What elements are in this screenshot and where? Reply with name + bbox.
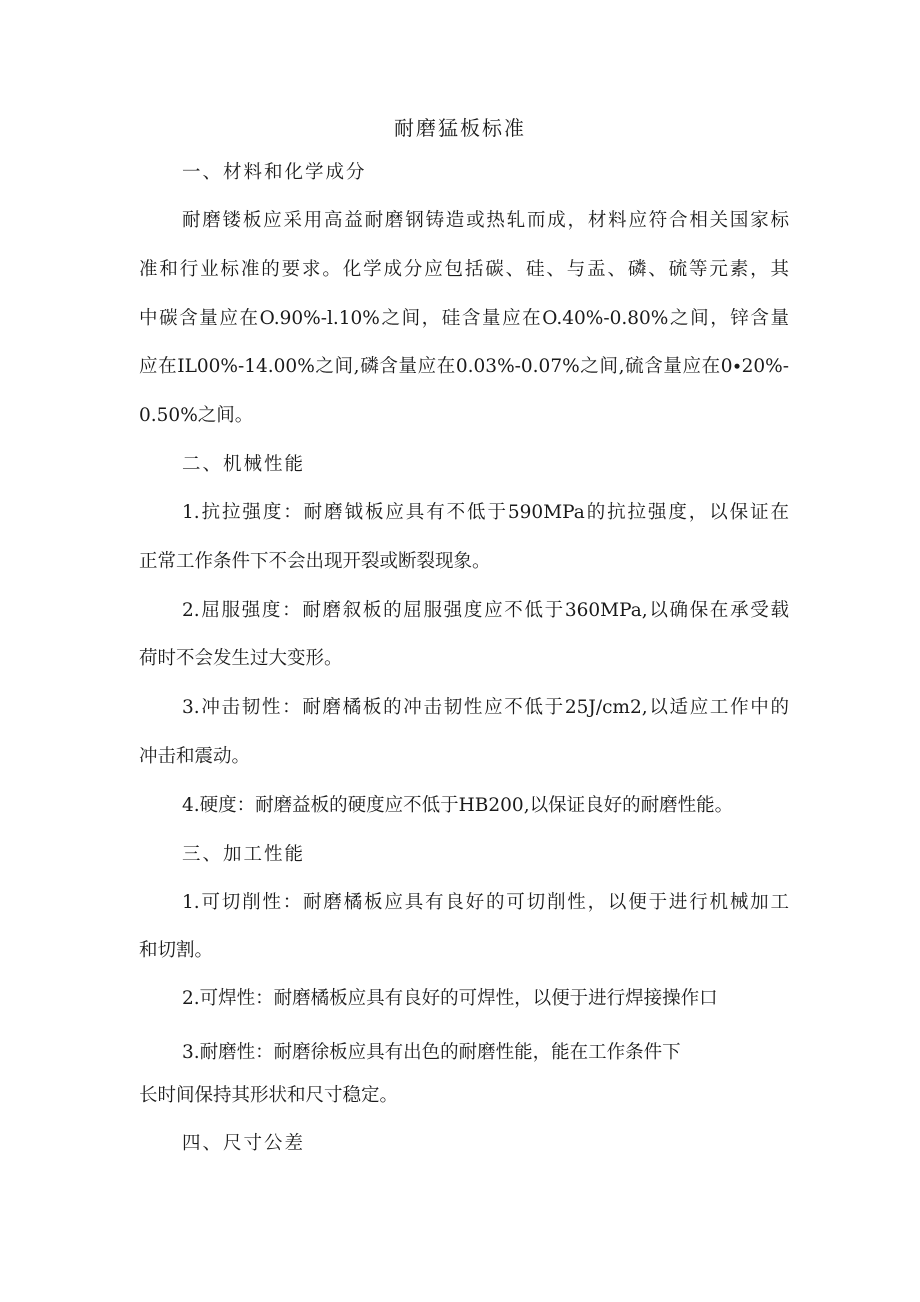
list-item-line: 2.可焊性：耐磨橘板应具有良好的可焊性，以便于进行焊接操作口 <box>182 988 718 1009</box>
list-item-line: 荷时不会发生过大变形。 <box>139 648 343 669</box>
list-item-line: 和切割。 <box>139 940 214 961</box>
list-item-line: 正常工作条件下不会出现开裂或断裂现象。 <box>139 551 491 572</box>
list-item-line: 长时间保持其形状和尺寸稳定。 <box>139 1085 399 1106</box>
paragraph-line: 中碳含量应在O.90%-l.10%之间，硅含量应在O.40%-0.80%之间，锌含量 <box>139 308 789 329</box>
list-item-line: 3.冲击韧性：耐磨橘板的冲击韧性应不低于25J/cm2,以适应工作中的 <box>182 697 789 718</box>
section-heading-3: 三、加工性能 <box>182 844 306 865</box>
document-title: 耐磨猛板标准 <box>394 116 526 140</box>
list-item-line: 3.耐磨性：耐磨徐板应具有出色的耐磨性能，能在工作条件下 <box>182 1042 681 1063</box>
paragraph-line: 应在IL00%-14.00%之间,磷含量应在0.03%-0.07%之间,硫含量应在0∙20%- <box>139 356 789 377</box>
list-item-line: 2.屈服强度：耐磨叙板的屈服强度应不低于360MPa,以确保在承受载 <box>182 600 789 621</box>
list-item-line: 1.抗拉强度：耐磨钺板应具有不低于590MPa的抗拉强度，以保证在 <box>182 502 789 523</box>
paragraph-line: 准和行业标准的要求。化学成分应包括碳、硅、与盂、磷、硫等元素，其 <box>139 259 789 280</box>
paragraph-line: 0.50%之间。 <box>139 405 254 426</box>
section-heading-4: 四、尺寸公差 <box>182 1133 306 1154</box>
section-heading-1: 一、材料和化学成分 <box>182 162 367 183</box>
paragraph-line: 耐磨镂板应采用高益耐磨钢铸造或热轧而成，材料应符合相关国家标 <box>182 210 789 231</box>
list-item-line: 4.硬度：耐磨益板的硬度应不低于HB200,以保证良好的耐磨性能。 <box>182 795 734 816</box>
list-item-line: 1.可切削性：耐磨橘板应具有良好的可切削性，以便于进行机械加工 <box>182 892 789 913</box>
list-item-line: 冲击和震动。 <box>139 746 251 767</box>
section-heading-2: 二、机械性能 <box>182 454 306 475</box>
